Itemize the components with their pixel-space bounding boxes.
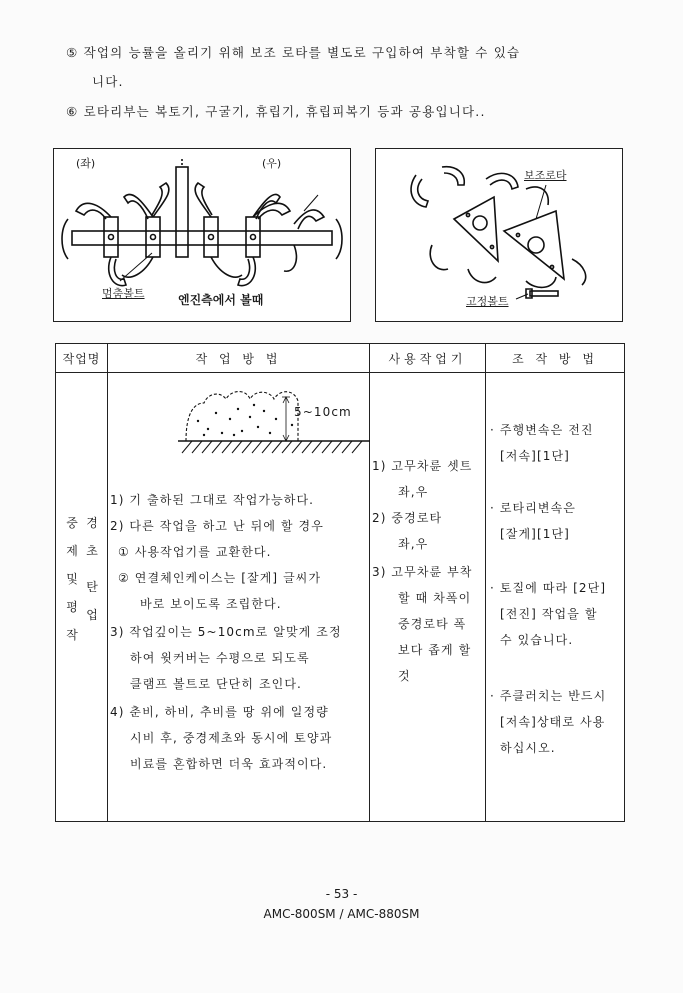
tools-line: 보다 좁게 할 xyxy=(398,643,472,657)
method-line: 4) 춘비, 하비, 추비를 땅 위에 일정량 xyxy=(110,705,329,719)
method-line: 비료를 혼합하면 더욱 효과적이다. xyxy=(130,757,328,771)
operation-line: · 토질에 따라 [2단] xyxy=(490,581,607,595)
tools-line: 중경로타 폭 xyxy=(398,617,467,631)
cell-operation xyxy=(486,373,625,822)
method-line: 시비 후, 중경제초와 동시에 토양과 xyxy=(130,731,333,745)
depth-label: 5~10cm xyxy=(294,405,352,419)
table-row xyxy=(56,373,625,822)
task-name-col2: 경 초 탄 업 xyxy=(86,516,98,622)
operation-line: [저속]상태로 사용 xyxy=(500,715,606,729)
label-stop-bolt: 멈춤볼트 xyxy=(102,287,145,300)
operation-line: 하십시오. xyxy=(500,741,556,755)
method-line: 1) 기 출하된 그대로 작업가능하다. xyxy=(110,493,315,507)
task-name-col1: 중 제 및 평 작 xyxy=(66,516,78,642)
label-right-side: (우) xyxy=(262,157,282,170)
operation-line: [저속][1단] xyxy=(500,449,570,463)
tools-line: 3) 고무차륜 부착 xyxy=(372,565,473,579)
operation-line: · 주클러치는 반드시 xyxy=(490,689,607,703)
header-operation: 조 작 방 법 xyxy=(486,344,625,373)
header-task-name: 작업명 xyxy=(56,344,108,373)
page-number: - 53 - xyxy=(325,887,358,901)
note-item5-line1: ⑤ 작업의 능률을 올리기 위해 보조 로타를 별도로 구입하여 부착할 수 있습 xyxy=(66,45,521,60)
method-line: ① 사용작업기를 교환한다. xyxy=(118,545,272,559)
figure-rotary-engine-view xyxy=(53,148,351,322)
operation-line: · 주행변속은 전진 xyxy=(490,423,594,437)
label-fixing-bolt: 고정볼트 xyxy=(466,295,509,308)
tools-line: 것 xyxy=(398,669,411,683)
operation-line: 수 있습니다. xyxy=(500,633,574,647)
tools-line: 2) 중경로타 xyxy=(372,511,443,525)
operation-line: [전진] 작업을 할 xyxy=(500,607,598,621)
method-line: 클램프 볼트로 단단히 조인다. xyxy=(130,677,302,691)
figure-auxiliary-rotor xyxy=(375,148,623,322)
operation-line: [잘게][1단] xyxy=(500,527,570,541)
header-tools: 사용작업기 xyxy=(370,344,486,373)
label-left-side: (좌) xyxy=(76,157,96,170)
operation-table xyxy=(55,343,625,822)
header-work-method: 작 업 방 법 xyxy=(108,344,370,373)
cell-work-method xyxy=(108,373,370,822)
operation-line: · 로타리변속은 xyxy=(490,501,576,515)
cell-task-name xyxy=(56,373,108,822)
tools-line: 좌,우 xyxy=(398,485,429,499)
method-line: 2) 다른 작업을 하고 난 뒤에 할 경우 xyxy=(110,519,324,533)
soil-depth-diagram xyxy=(108,373,370,473)
figure-caption-engine-view: 엔진측에서 볼때 xyxy=(178,293,264,307)
method-line: 3) 작업깊이는 5~10cm로 알맞게 조정 xyxy=(110,625,342,639)
tools-line: 좌,우 xyxy=(398,537,429,551)
table-header-row xyxy=(56,344,625,373)
cell-tools xyxy=(370,373,486,822)
method-line: 하여 윗커버는 수평으로 되도록 xyxy=(130,651,310,665)
note-item5-line2: 니다. xyxy=(92,74,124,89)
tools-line: 할 때 차폭이 xyxy=(398,591,472,605)
method-line: ② 연결체인케이스는 [잘게] 글씨가 xyxy=(118,571,322,585)
tools-line: 1) 고무차륜 셋트 xyxy=(372,459,473,473)
label-auxiliary-rotor: 보조로타 xyxy=(524,169,567,182)
model-number: AMC-800SM / AMC-880SM xyxy=(263,907,420,921)
note-item6: ⑥ 로타리부는 복토기, 구굴기, 휴립기, 휴립피복기 등과 공용입니다.. xyxy=(66,104,486,119)
method-line: 바로 보이도록 조립한다. xyxy=(140,597,282,611)
